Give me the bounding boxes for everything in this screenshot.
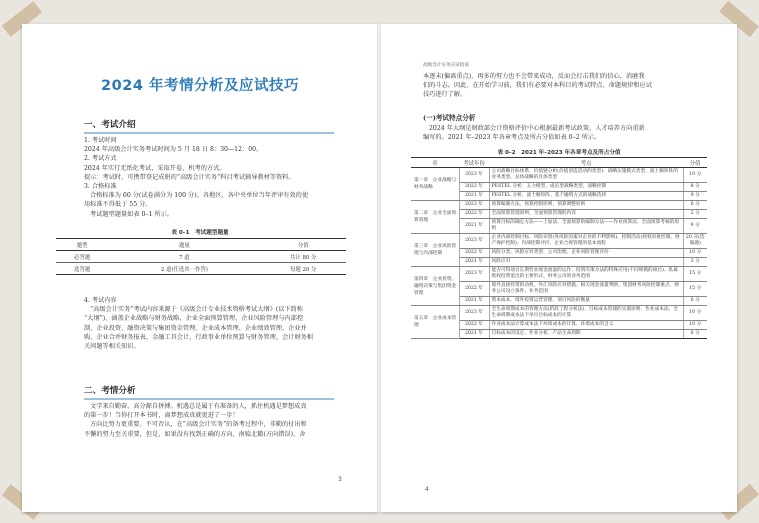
points-cell: 境外直接投资的动机、外汇风险应对措施、相关现金流量判断、集团财务风险控制重点、财务公司设立条件、业务范围 [489,282,683,297]
score-cell: 8 分 [683,183,707,192]
section-heading-exam-intro: 一、考试介绍 [84,118,334,134]
year-cell: 2022 年 [459,210,489,219]
table-header: 考试年份 [459,158,489,168]
points-cell: 风险分类、风险应对类型、公司治理、企业风险管理评价 [489,249,683,258]
exam-tip: 提示：考试时，可携带登记成册的“高级会计实务”科目考试辅导教材等资料。 [84,173,295,181]
pass-standard-label: 3. 合格标准 [84,183,117,191]
score-cell: 3 分 [683,258,707,267]
page-number: 3 [338,476,342,483]
section-heading-exam-analysis: 二、考情分析 [84,384,334,400]
exam-content-label: 4. 考试内容 [84,297,117,304]
sub-heading: (一)考试特点分析 [423,114,476,122]
table1-caption: 表 0–1 考试题型题量 [171,230,229,236]
chapter-cell: 第三章 企业风险管理与内部控制 [411,234,459,267]
table-header: 考点 [489,158,683,168]
points-cell: 预算编制方法、预算控制原则、预算调整原则 [489,201,683,210]
table-header: 题型 [56,239,108,251]
year-cell: 2022 年 [459,321,489,330]
score-cell: 2 分 [683,210,707,219]
intro-body: 本逐末(偏离重点)，再多的努力也不会带来成功，反而会打击我们的信心，消磨我 们的斗志。因此，在开始学习前，我们有必要对本科目的考试特点、命题规律和应试 技巧进行了解。 [423,73,652,99]
exam-time-label: 1. 考试时间 [84,137,117,144]
section-rule [84,132,334,134]
year-cell: 2021 年 [459,219,489,234]
score-cell: 10 分 [683,306,707,321]
score-cell: 6 分 [683,297,707,306]
points-cell: PESTEL 分析、波士顿矩阵、基于融资方式的战略选择 [489,192,683,201]
page-title: 2024 年考情分析及应试技巧 [101,78,299,94]
pass-standard-text-2: 用标准不得低于 55 分。 [84,201,152,209]
section-rule [84,398,334,400]
table2-caption: 表 0–2 2021 年–2023 年各章考点及所占分值 [497,150,621,156]
page-number: 4 [425,486,429,493]
points-cell: 全面预算管理原则、全面预算管理的内容 [489,210,683,219]
exam-method-label: 2. 考试方式 [84,155,117,163]
year-cell: 2021 年 [459,330,489,339]
table-row [411,306,707,321]
table-header: 题量 [108,239,260,251]
table-header: 分值 [683,158,707,168]
year-cell: 2021 年 [459,258,489,267]
year-cell: 2023 年 [459,168,489,183]
table-row: 选答题 2 道(任选其一作答) 每题 20 分 [56,263,346,275]
points-cell: 企业内部控制目标、风险识别(各风险因素对企业的不利影响)、控制活动(授权审批控制、财产保护控制)、内部控制评价、企业合规管理的基本流程 [489,234,683,249]
year-cell: 2023 年 [459,201,489,210]
year-cell: 2023 年 [459,234,489,249]
exam-analysis-body: 文学来自勤奋，高分源自拼搏。机遇总是属于有准备的人，抓住机遇是梦想成真 的第一步！当你打开本书时，离梦想成真就更进了一步！ 方向比努力更重要。不可否认，在“高级会计实务”的备考过程中，非勤的付出和 不懈的努力至关重要，但是，如果没有找到正确的方向，南辕北辙(方向错误)、舍 [84,403,307,438]
year-cell: 2022 年 [459,183,489,192]
score-cell: 10 分 [683,168,707,183]
points-cell: 全生命周期成本的管理方法(阶段工程分析法)、目标成本管理的实施原则、作业成本法、全生命周期成本法下单位目标成本的计算 [489,306,683,321]
running-head: 高级会计实务应试指南 [423,63,469,68]
score-cell: 6 分 [683,201,707,210]
score-cell: 9 分 [683,219,707,234]
chapter-cell: 第五章 企业成本管理 [411,306,459,339]
score-cell: 15 分 [683,267,707,282]
table-ref-text: 考试题型题量如表 0–1 所示。 [90,210,173,218]
table-row [411,267,707,282]
year-cell: 2023 年 [459,306,489,321]
points-cell: 预算目标的确定方法——上加法、全面预算的编制方法——作业预算法、全面预算考核的原则 [489,219,683,234]
year-cell: 2022 年 [459,249,489,258]
points-cell: 公司战略目标体系、价值链分析(价值创造活动的类型)、战略实施模式类型、波士顿矩阵的业务类型、总体战略的具体类型 [489,168,683,183]
year-cell: 2021 年 [459,192,489,201]
score-cell: 10 分 [683,249,707,258]
score-cell: 20 分(选做题) [683,234,707,249]
exam-time-text: 2024 年高级会计实务考试时间为 5 月 18 日 8：30—12：00。 [84,146,263,154]
table-row [411,234,707,249]
table-header: 分值 [260,239,346,251]
points-cell: 能否可得项目长期营业现金流量的运作、投资决策方法的特殊应用(不同规模的项目)、私募股权投资退出的主要形式、财务公司的业务范围 [489,267,683,282]
score-cell: 10 分 [683,321,707,330]
sub-body: 2024 年大纲是财政部会计资格评价中心根据最新考试政策、人才培养方向重新 编写的。2021 年–2023 年各章考点及所占分值如表 0–2 所示。 [423,125,645,142]
points-cell: 目标成本的设定、作业分析、产品生命周期 [489,330,683,339]
year-cell: 2022 年 [459,282,489,297]
right-page [381,24,737,512]
exam-content-body: 4. 考试内容 “高级会计实务”考试内容来源于《高级会计专业技术资格考试大纲》(以下简称 “大纲”)，涵盖企业战略与财务战略、企业全面预算管理、企业风险管理与内部控 制、企业投资、融资决策与集团资金管理、企业成本管理、企业绩效管理、企业并 购、企业合并财务报表、金融工具会计、行政事业单位预算与财务管理、会计财务相 关问题等相关知识。 [84,296,354,351]
chapter-cell: 第一章 企业战略与财务战略 [411,168,459,201]
score-cell: 15 分 [683,282,707,297]
chapter-cell: 第四章 企业投资、融资决策与集团资金管理 [411,267,459,306]
points-cell: 资本成本、境外投资运营管理、项目风险的衡量 [489,297,683,306]
table-row [411,201,707,210]
table-row [411,168,707,183]
score-cell: 8 分 [683,330,707,339]
score-cell: 9 分 [683,192,707,201]
exam-method-text: 2024 年实行无纸化考试，采取开卷、机考的方式。 [84,164,226,172]
points-cell: PESTEL 分析、五力模型、成长型战略类型、战略控制 [489,183,683,192]
chapter-cell: 第二章 企业全面预算管理 [411,201,459,234]
exam-intro-body [84,136,344,219]
chapter-points-table [411,157,707,339]
table-header-row [56,239,346,251]
table-header-row [411,158,707,168]
table-header: 章 [411,158,459,168]
points-cell: 作业成本法计算成本法下环境成本的计算、环境成本的含义 [489,321,683,330]
table-row: 必答题 7 道 共计 80 分 [56,251,346,263]
left-page [22,24,378,512]
year-cell: 2021 年 [459,297,489,306]
exam-format-table [56,238,346,275]
year-cell: 2023 年 [459,267,489,282]
points-cell: 风险应对 [489,258,683,267]
pass-standard-text: 合格标准为 60 分(试卷满分为 100 分)。各地区、各中央单位当年评审有效的使 [90,192,309,200]
